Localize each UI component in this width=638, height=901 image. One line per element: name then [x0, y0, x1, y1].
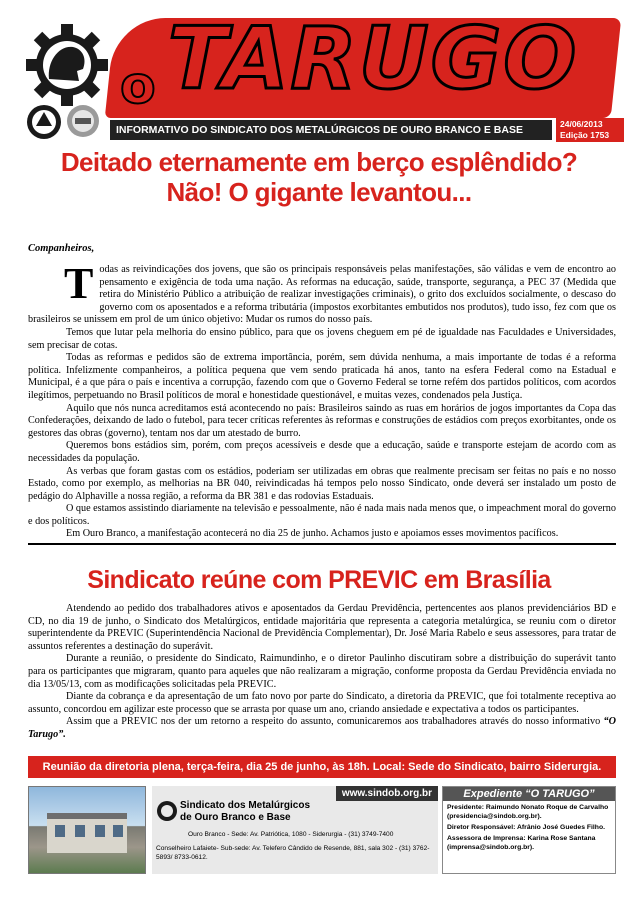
- address-headquarters: Ouro Branco - Sede: Av. Patriótica, 1080 - Siderurgia - (31) 3749-7400: [188, 831, 394, 838]
- article-previc: [28, 603, 616, 742]
- cut-logo-icon: [66, 104, 100, 138]
- union-gear-logo-icon: [26, 24, 108, 106]
- building-window: [55, 825, 65, 837]
- footer: [28, 786, 616, 876]
- article-paragraph: Atendendo ao pedido dos trabalhadores ativos e aposentados da Gerdau Previdência, pertencentes aos planos previdenciários BD e CD, no dia 19 de junho, o Sindicato dos Metalúrgicos, entidade majoritária que representa a categoria metalúrgica, se reuniu com o diretor superintendente da PREVIC (Superintendência Nacional de Previdência Complementar), Dr. José Maria Rabelo e seus assessores, para tratar de assuntos referentes a destinação do superávit.: [28, 603, 616, 652]
- newsletter-name: “O Tarugo”.: [28, 716, 616, 740]
- article-paragraph: O que estamos assistindo diariamente na televisão e pessoalmente, não é nada mais nada menos que, o impeachment moral do governo e dos políticos.: [28, 503, 616, 527]
- union-name-line-2: de Ouro Branco e Base: [180, 812, 291, 823]
- expediente-president: Presidente: Raimundo Nonato Roque de Carvalho (presidencia@sindob.org.br).: [447, 804, 609, 820]
- article-paragraph: Aquilo que nós nunca acreditamos está acontecendo no país: Brasileiros saindo as ruas em horários de jogos importantes da Copa das Confederações, deixando de lado o futebol, para tecer críticas referentes às reformas e construções de estádios com preços exorbitantes, onde os gestores das obras (governo), tentam nos dar um atestado de burro.: [28, 402, 616, 439]
- article-paragraph: Assim que a PREVIC nos der um retorno a respeito do assunto, comunicaremos aos trabalhadores através do nosso informativo “O Tarugo”.: [28, 716, 616, 740]
- masthead: [0, 0, 638, 150]
- forca-sindical-logo-icon: [26, 104, 62, 140]
- headline-line-1: Deitado eternamente em berço esplêndido?: [60, 147, 578, 177]
- section-divider: [28, 543, 616, 545]
- edition-box: [556, 118, 624, 142]
- article-paragraph: Diante da cobrança e da apresentação de um fato novo por parte do Sindicato, a diretoria da PREVIC, que foi totalmente receptiva ao assunto, concordou em agilizar este processo que se arrasta por quase um ano, criando ansiedade e expectativa a todos os participantes.: [28, 691, 616, 715]
- second-headline: Sindicato reúne com PREVIC em Brasília: [87, 566, 551, 594]
- masthead-subtitle: INFORMATIVO DO SINDICATO DOS METALÚRGICOS DE OURO BRANCO E BASE: [110, 120, 552, 140]
- article-paragraph: Temos que lutar pela melhoria do ensino público, para que os jovens cheguem em pé de igualdade nas Faculdades e Universidades, sem precisar de cotas.: [28, 326, 616, 351]
- title-o: o: [120, 56, 156, 116]
- meeting-banner: Reunião da diretoria plena, terça-feira, dia 25 de junho, às 18h. Local: Sede do Sindicato, bairro Siderurgia.: [28, 756, 616, 778]
- article-paragraph: Todas as reformas e pedidos são de extrema importância, porém, sem dúvida nenhuma, a mais importante de todas é a reforma política. Infelizmente companheiros, a política pequena que vem sendo praticada há anos, tanto na esfera Federal como na Estadual e Municipal, é a que pára o país e incentiva a corrupção, fazendo com que o Governo Federal se torne refém dos partidos políticos, com acordos ilegítimos, perpetuando no Brasil políticos de moral e honestidade questionável, e muitas vezes, condenados pela Justiça.: [28, 352, 616, 401]
- issue-edition: Edição 1753: [560, 130, 610, 140]
- article-paragraph: Em Ouro Branco, a manifestação acontecerá no dia 25 de junho. Achamos justo e apoiamos esses movimentos pacíficos.: [66, 528, 559, 540]
- article-paragraph: As verbas que foram gastas com os estádios, poderiam ser utilizadas em obras que realmente precisam ser feitas no país e no nosso Estado, como por exemplo, as melhorias na BR 040, reivindicadas há tempos pelo nosso Sindicato, onde deverá ser instalado um posto de pedágio do Alphaville a nossa região, a reforma da BR 381 e das rodovias Estaduais.: [28, 465, 616, 502]
- article-main: [28, 259, 616, 541]
- expediente-press: Assessora de Imprensa: Karina Rose Santana (imprensa@sindob.org.br).: [447, 835, 596, 851]
- headline-line-2: Não! O gigante levantou...: [166, 176, 472, 207]
- union-name: [180, 800, 350, 824]
- drop-cap: T: [64, 259, 94, 308]
- salutation: Companheiros,: [28, 243, 95, 254]
- union-mini-logo-icon: [156, 800, 178, 822]
- expediente-title: Expediente “O TARUGO”: [443, 787, 615, 801]
- expediente-director: Diretor Responsável: Afrânio José Guedes Filho.: [447, 824, 606, 831]
- building-window: [113, 825, 123, 837]
- building-window: [95, 825, 105, 837]
- main-headline: [20, 148, 618, 208]
- union-building-photo: [28, 786, 146, 874]
- union-contact-box: [152, 786, 438, 874]
- building-window: [75, 825, 85, 837]
- article-paragraph: Todas as reivindicações dos jovens, que são os principais responsáveis pelas manifestações, são válidas e vem de encontro ao pensamento e exigência de toda uma nação. As reformas na educação, saúde, transporte, segurança, a PEC 37 (Medida que retira do Ministério Público a atribuição de realizar investigações criminais), o grito dos excluídos socialmente, o descaso do governo com os aposentados e a reforma tributária (impostos exorbitantes embutidos nos produtos), tudo isso, fez com que os brasileiros se unissem em prol de um único objetivo: Mudar os rumos do nosso país.: [28, 259, 616, 326]
- address-subsidiary: Conselheiro Lafaiete- Sub-sede: Av. Telefero Cândido de Resende, 881, sala 302 - (31) 3762-5893/ 8733-0612.: [156, 845, 430, 861]
- union-name-line-1: Sindicato dos Metalúrgicos: [180, 800, 311, 811]
- expediente-box: [442, 786, 616, 874]
- issue-date: 24/06/2013: [560, 119, 603, 129]
- publication-title: TARUGO: [168, 9, 579, 109]
- article-paragraph: Queremos bons estádios sim, porém, com preços acessíveis e desde que a educação, saúde e transporte estejam de acordo com as necessidades da população.: [28, 440, 616, 464]
- article-paragraph: Durante a reunião, o presidente do Sindicato, Raimundinho, e o diretor Paulinho discutiram sobre a distribuição do superávit tanto para os participantes que migraram, quanto para aqueles que não realizaram a migração, conforme proposta da Gerdau Previdência enviada no dia 13/05/13, com as modificações solicitadas pela PREVIC.: [28, 653, 616, 690]
- website-link[interactable]: www.sindob.org.br: [336, 786, 438, 801]
